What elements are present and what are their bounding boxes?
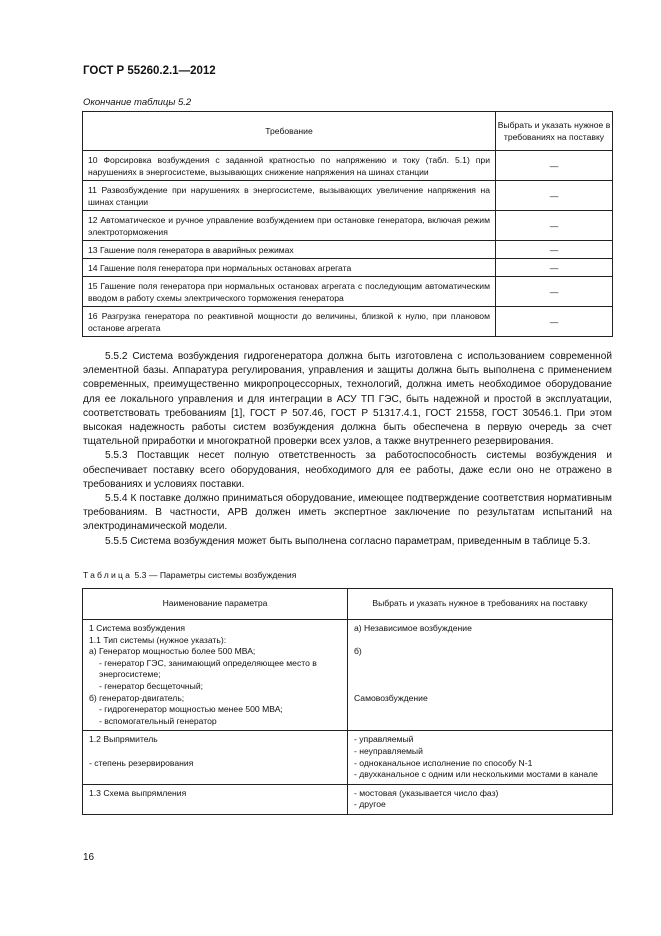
- paragraph-5-5-4: 5.5.4 К поставке должно приниматься оборудование, имеющее подтверждение соответствия нормативным требованиям. В частности, АРВ должен иметь экспертное заключение по результатам испытаний на электродинамической модели.: [83, 493, 612, 533]
- cell-line: - одноканальное исполнение по способу N-1: [354, 757, 533, 768]
- requirement-cell: 16 Разгрузка генератора по реактивной мощности до величины, близкой к нулю, при плановом останове агрегата: [83, 307, 496, 337]
- requirement-cell: 10 Форсировка возбуждения с заданной кратностью по напряжению и току (табл. 5.1) при нарушениях в энергосистеме, вызывающих снижение напряжения на шинах станции: [83, 151, 496, 181]
- table-row: [83, 181, 613, 211]
- document-header: ГОСТ Р 55260.2.1—2012: [83, 65, 216, 77]
- cell-line: - вспомогательный генератор: [99, 715, 217, 726]
- cell-line: а) Генератор мощностью более 500 МВА;: [89, 646, 256, 657]
- paragraph-5-5-3: 5.5.3 Поставщик несет полную ответственность за работоспособность системы возбуждения и обеспечивает поставку всего оборудования, необходимого для ее работы, даже если оно не отражено в требованиях и условиях поставки.: [83, 450, 612, 490]
- column-header-option: Выбрать и указать нужное в требованиях на поставку: [348, 589, 613, 620]
- option-cell: [348, 620, 613, 731]
- table-row: [83, 620, 613, 731]
- cell-line: - генератор ГЭС, занимающий определяющее место в энергосистеме;: [99, 657, 317, 680]
- table-5-3-caption-title: 5.3 — Параметры системы возбуждения: [134, 570, 297, 580]
- option-cell: —: [496, 211, 613, 241]
- requirement-cell: 13 Гашение поля генератора в аварийных режимах: [83, 241, 496, 259]
- parameter-cell: [83, 731, 348, 784]
- paragraph-5-5-2: 5.5.2 Система возбуждения гидрогенератора должна быть изготовлена с использованием современной элементной базы. Аппаратура регулирования, управления и защиты должна быть выполнена с применением современных, преимущественно микропроцессорных, технологий, должна иметь необходимое оборудование для ее локального управления и для интеграции в АСУ ТП ГЭС, быть надежной и простой в эксплуатации, соответствовать требованиям [1], ГОСТ Р 507.46, ГОСТ Р 51317.4.1, ГОСТ 21558, ГОСТ 30546.1. При этом высокая надежность работы систем возбуждения должна быть обеспечена в первую очередь за счет тщательной приработки и многократной проверки всех узлов, а также внутреннего резервирования.: [83, 351, 612, 448]
- cell-line: - гидрогенератор мощностью менее 500 МВА;: [99, 704, 283, 715]
- cell-line: - генератор бесщеточный;: [99, 680, 204, 691]
- requirement-cell: 11 Развозбуждение при нарушениях в энергосистеме, вызывающих увеличение напряжения на шинах станции: [83, 181, 496, 211]
- requirement-cell: 15 Гашение поля генератора при нормальных остановах агрегата с последующим автоматическим вводом в работу схемы электрического торможения генератора: [83, 277, 496, 307]
- table-header-row: [83, 112, 613, 151]
- cell-line: б): [354, 646, 362, 657]
- table-row: [83, 277, 613, 307]
- cell-line: - степень резервирования: [89, 757, 194, 768]
- requirement-cell: 12 Автоматическое и ручное управление возбуждением при остановке генератора, включая режим электроторможения: [83, 211, 496, 241]
- option-cell: —: [496, 181, 613, 211]
- cell-line: 1.1 Тип системы (нужное указать):: [89, 634, 227, 645]
- paragraph-5-5-5: 5.5.5 Система возбуждения может быть выполнена согласно параметрам, приведенным в таблице 5.3.: [105, 535, 591, 547]
- cell-line: а) Независимое возбуждение: [354, 623, 472, 633]
- option-cell: —: [496, 151, 613, 181]
- body-text: [83, 350, 612, 549]
- table-row: [83, 259, 613, 277]
- table-row: [83, 731, 613, 784]
- cell-line: - неуправляемый: [354, 745, 423, 756]
- table-5-3: [82, 588, 613, 815]
- table-row: [83, 784, 613, 814]
- page-number: 16: [83, 852, 95, 863]
- table-header-row: [83, 589, 613, 620]
- option-cell: —: [496, 241, 613, 259]
- table-row: [83, 151, 613, 181]
- cell-line: б) генератор-двигатель;: [89, 692, 185, 703]
- table-5-3-caption-prefix: Таблица: [83, 570, 133, 580]
- cell-line: - мостовая (указывается число фаз): [354, 787, 499, 798]
- table-row: [83, 211, 613, 241]
- option-cell: [348, 731, 613, 784]
- table-5-3-caption: [83, 570, 296, 580]
- option-cell: —: [496, 259, 613, 277]
- option-cell: —: [496, 307, 613, 337]
- parameter-cell: [83, 620, 348, 731]
- table-row: [83, 307, 613, 337]
- table-5-2-caption: Окончание таблицы 5.2: [83, 97, 192, 108]
- cell-line: Самовозбуждение: [354, 692, 428, 703]
- cell-line: 1 Система возбуждения: [89, 623, 186, 633]
- cell-line: - другое: [354, 799, 386, 810]
- parameter-cell: [83, 784, 348, 814]
- cell-line: - двухканальное с одним или несколькими мостами в канале: [354, 769, 598, 780]
- table-row: [83, 241, 613, 259]
- column-header-requirement: Требование: [83, 112, 496, 151]
- requirement-cell: 14 Гашение поля генератора при нормальных остановах агрегата: [83, 259, 496, 277]
- cell-line: 1.2 Выпрямитель: [89, 734, 158, 745]
- table-5-2: [82, 111, 613, 337]
- column-header-option: Выбрать и указать нужное в требованиях на поставку: [496, 112, 613, 151]
- cell-line: 1.3 Схема выпрямления: [89, 787, 187, 798]
- cell-line: - управляемый: [354, 734, 414, 745]
- option-cell: —: [496, 277, 613, 307]
- column-header-parameter: Наименование параметра: [83, 589, 348, 620]
- option-cell: [348, 784, 613, 814]
